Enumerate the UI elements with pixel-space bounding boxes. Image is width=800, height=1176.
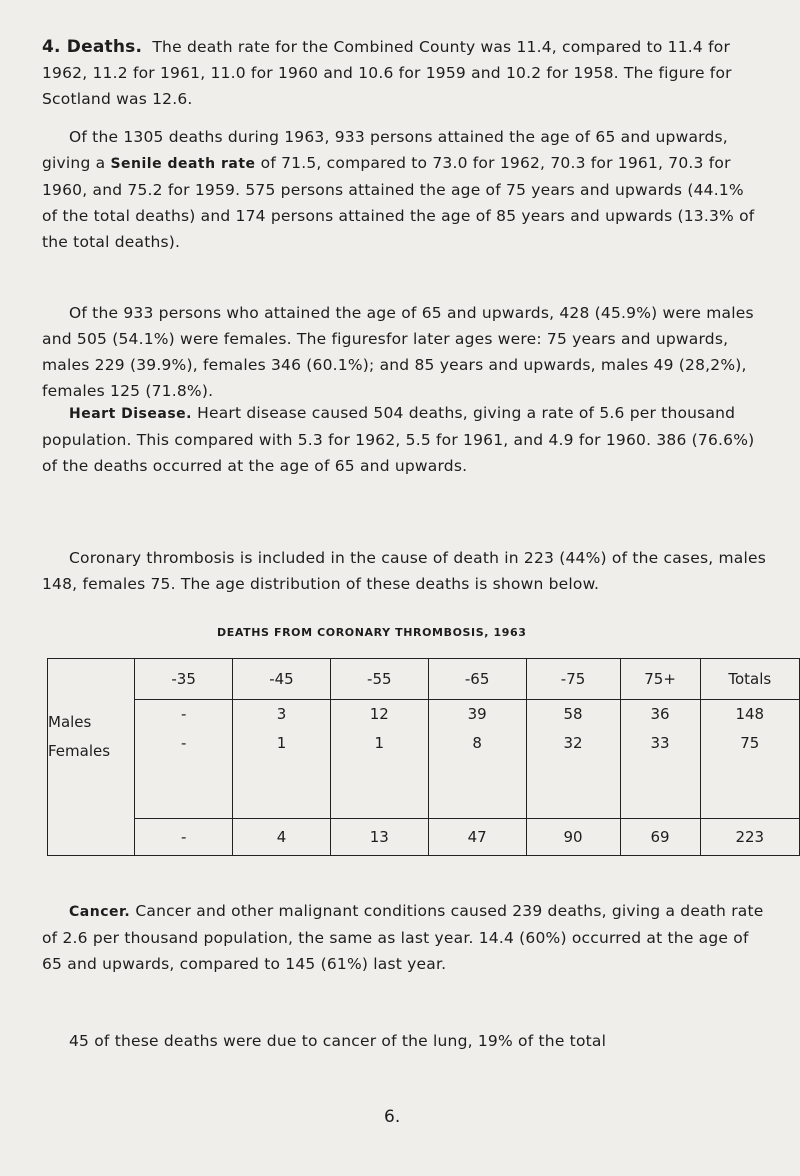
- heart-disease-paragraph: [42, 400, 766, 479]
- data-cell: [620, 700, 700, 819]
- females-value: 32: [563, 734, 583, 752]
- cancer-heading: Cancer.: [69, 904, 131, 920]
- data-cell: [428, 700, 526, 819]
- totals-row: [48, 819, 800, 856]
- data-cell: [526, 700, 620, 819]
- males-value: 58: [563, 705, 583, 723]
- males-value: 12: [369, 705, 389, 723]
- females-value: 75: [740, 734, 760, 752]
- senile-text-before: Of the 1305 deaths during 1963, 933 persons attained the age of 65 and upwards, giving a: [42, 128, 728, 172]
- data-cell: [233, 700, 331, 819]
- males-value: 3: [276, 705, 287, 723]
- coronary-deaths-table: [47, 658, 800, 856]
- header-cell: -35: [135, 659, 233, 700]
- cancer-text: Cancer and other malignant conditions caused 239 deaths, giving a death rate of 2.6 per thousand population, the same as last year. 14.4 (60%) occurred at the age of 65 and upwards, compared to 145 (61%) last year.: [42, 902, 764, 973]
- heart-disease-text: Heart disease caused 504 deaths, giving a rate of 5.6 per thousand population. This compared with 5.3 for 1962, 5.5 for 1961, and 4.9 for 1960. 386 (76.6%) of the deaths occurred at the age of 65 and upwards.: [42, 404, 755, 475]
- heart-disease-heading: Heart Disease.: [69, 406, 192, 422]
- females-value: 1: [276, 734, 287, 752]
- header-cell: -75: [526, 659, 620, 700]
- row-label-females: Females: [48, 742, 111, 760]
- header-cell: -45: [233, 659, 331, 700]
- data-cell: [330, 700, 428, 819]
- deaths-heading: 4. Deaths.: [42, 37, 143, 57]
- total-cell: 90: [526, 819, 620, 856]
- females-value: 8: [472, 734, 482, 752]
- total-cell: 47: [428, 819, 526, 856]
- deaths-paragraph: [42, 34, 762, 112]
- table-row: [48, 700, 800, 819]
- senile-paragraph: [42, 124, 764, 255]
- males-value: 148: [735, 705, 765, 723]
- total-cell: 69: [620, 819, 700, 856]
- table-title: DEATHS FROM CORONARY THROMBOSIS, 1963: [217, 626, 527, 639]
- page-number: 6.: [384, 1107, 401, 1127]
- females-value: -: [180, 734, 187, 752]
- males-value: 36: [650, 705, 670, 723]
- header-cell: 75+: [620, 659, 700, 700]
- senile-death-rate-term: Senile death rate: [110, 156, 256, 172]
- header-cell: -65: [428, 659, 526, 700]
- cancer-paragraph: [42, 898, 766, 977]
- senile-text-after: of 71.5, compared to 73.0 for 1962, 70.3 for 1961, 70.3 for 1960, and 75.2 for 1959. 575 persons attained the age of 75 years and upwards (44.1% of the total deaths) and 174 persons attained the age of 85 years and upwards (13.3% of the total deaths).: [42, 154, 755, 251]
- data-cell: [135, 700, 233, 819]
- coronary-paragraph: Coronary thrombosis is included in the cause of death in 223 (44%) of the cases, males 148, females 75. The age distribution of these deaths is shown below.: [42, 549, 766, 593]
- males-value: -: [180, 705, 187, 723]
- row-label-males: Males: [48, 713, 92, 731]
- females-value: 33: [650, 734, 670, 752]
- males-value: 39: [467, 705, 487, 723]
- data-cell: [700, 700, 799, 819]
- age-breakdown-paragraph: Of the 933 persons who attained the age of 65 and upwards, 428 (45.9%) were males and 505 (54.1%) were females. The figuresfor later ages were: 75 years and upwards, males 229 (39.9%), females 346 (60.1%); and 85 years and upwards, males 49 (28,2%), females 125 (71.8%).: [42, 304, 754, 400]
- header-cell: -55: [330, 659, 428, 700]
- deaths-text: The death rate for the Combined County was 11.4, compared to 11.4 for 1962, 11.2 for 1961, 11.0 for 1960 and 10.6 for 1959 and 10.2 for 1958. The figure for Scotland was 12.6.: [42, 38, 732, 108]
- total-cell: 13: [330, 819, 428, 856]
- total-cell: 223: [700, 819, 799, 856]
- females-value: 1: [374, 734, 385, 752]
- total-cell: -: [135, 819, 233, 856]
- total-cell: 4: [233, 819, 331, 856]
- row-label-column: [48, 659, 135, 856]
- header-cell: Totals: [700, 659, 799, 700]
- lung-cancer-paragraph: 45 of these deaths were due to cancer of the lung, 19% of the total: [69, 1032, 607, 1050]
- table-header-row: [48, 659, 800, 700]
